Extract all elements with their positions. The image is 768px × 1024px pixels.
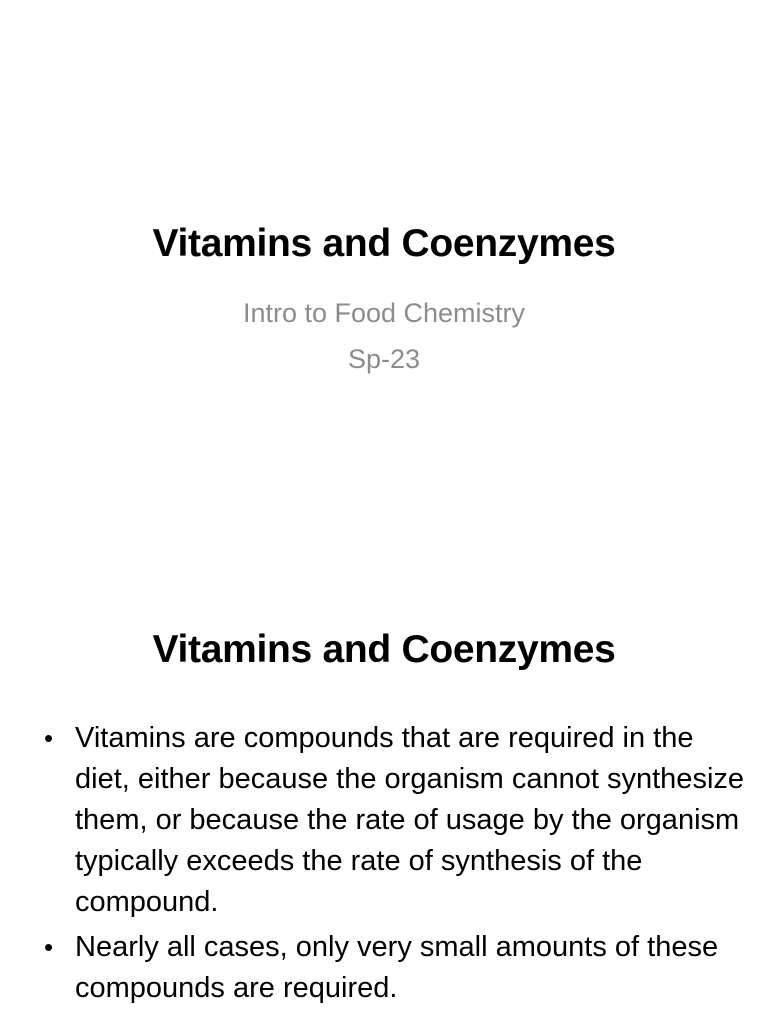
slide-title: Vitamins and Coenzymes <box>152 628 616 671</box>
subtitle-course: Intro to Food Chemistry <box>242 298 526 328</box>
bullet-item <box>44 927 744 1009</box>
bullet-point-icon: • <box>44 723 54 753</box>
bullet-list <box>44 718 744 1013</box>
bullet-point-icon: • <box>44 932 54 962</box>
bullet-item <box>44 718 744 923</box>
content-slide <box>0 578 768 1024</box>
subtitle-term: Sp-23 <box>347 344 421 374</box>
bullet-text: Vitamins are compounds that are required in the diet, either because the organism cannot synthesize them, or because the rate of usage by the organism typically exceeds the rate of synthesis of the compound. <box>75 722 745 918</box>
bullet-text: Nearly all cases, only very small amounts of these compounds are required. <box>75 931 719 1004</box>
slide-title: Vitamins and Coenzymes <box>152 222 616 265</box>
